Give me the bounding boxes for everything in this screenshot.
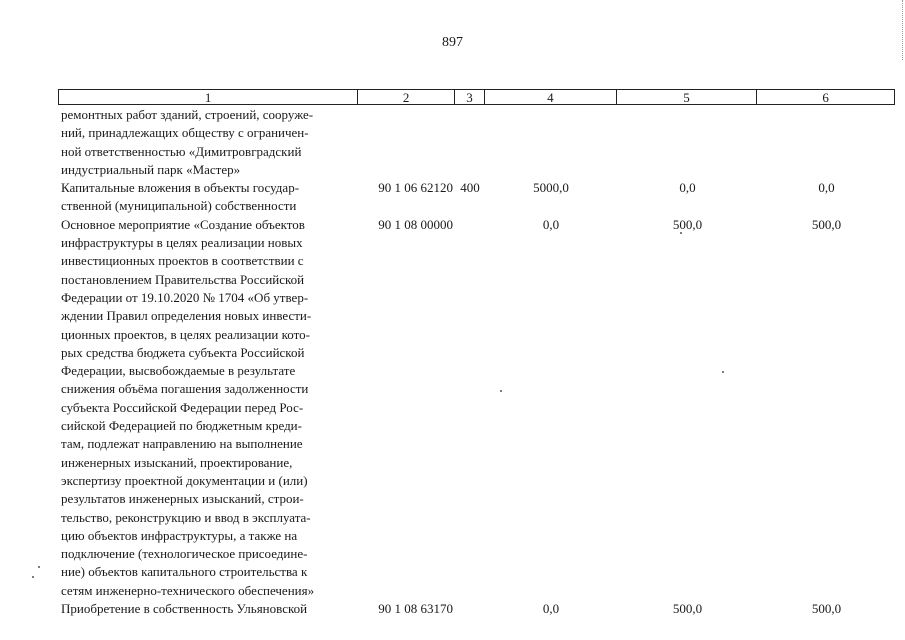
description-line: результатов инженерных изысканий, строи-	[61, 491, 304, 507]
description-line: ционных проектов, в целях реализации кото-	[61, 326, 310, 342]
description-line: ждении Правил определения новых инвести-	[61, 308, 312, 324]
row-code: 90 1 08 00000	[378, 216, 453, 232]
row-value-col6: 500,0	[811, 601, 842, 617]
row-value-col5: 0,0	[679, 180, 696, 196]
description-line: снижения объёма погашения задолженности	[61, 381, 309, 397]
row-code: 90 1 08 63170	[378, 601, 453, 617]
description-line: инфраструктуры в целях реализации новых	[61, 235, 303, 251]
description-line: индустриальный парк «Мастер»	[61, 161, 241, 177]
scan-speck	[722, 371, 724, 373]
table-row	[58, 106, 895, 179]
scan-speck	[38, 566, 40, 568]
row-code: 90 1 06 62120	[378, 180, 453, 196]
row-value-col4: 5000,0	[533, 180, 569, 196]
description-line: субъекта Российской Федерации перед Рос-	[61, 399, 304, 415]
table-row	[58, 600, 895, 618]
description-line: тельство, реконструкцию и ввод в эксплуата-	[61, 509, 311, 525]
description-line: сетям инженерно-технического обеспечения»	[61, 582, 315, 598]
header-cell-5: 5	[617, 90, 758, 104]
description-line: Основное мероприятие «Создание объектов	[61, 216, 305, 232]
description-line: подключение (технологическое присоедине-	[61, 546, 308, 562]
description-line: ремонтных работ зданий, строений, сооруже-	[61, 107, 314, 122]
scan-speck	[32, 576, 34, 578]
scan-speck	[680, 232, 682, 234]
description-line: ной ответственностью «Димитровградский	[61, 143, 302, 159]
row-description	[58, 179, 358, 216]
description-line: ний, принадлежащих обществу с ограничен-	[61, 125, 309, 141]
row-description	[58, 216, 358, 600]
description-line: инвестиционных проектов в соответствии с	[61, 253, 304, 269]
page-number: 897	[442, 35, 463, 50]
description-line: ственной (муниципальной) собственности	[61, 198, 297, 214]
row-description	[58, 600, 358, 618]
row-value-col4: 0,0	[542, 601, 560, 617]
description-line: Федерации от 19.10.2020 № 1704 «Об утвер-	[61, 289, 309, 305]
row-value-col4: 0,0	[542, 216, 560, 232]
description-line: сийской Федерацией по бюджетным креди-	[61, 418, 302, 434]
description-line: Капитальные вложения в объекты государ-	[61, 180, 300, 196]
table-row	[58, 216, 895, 600]
header-cell-2: 2	[358, 90, 455, 104]
row-value-col5: 500,0	[672, 601, 703, 617]
description-line: экспертизу проектной документации и (или)	[61, 472, 308, 488]
description-line: там, подлежат направлению на выполнение	[61, 436, 303, 452]
table-header-row	[58, 89, 895, 105]
description-line: Приобретение в собственность Ульяновской	[61, 601, 308, 617]
row-description	[58, 106, 358, 179]
row-value-col6: 500,0	[811, 216, 842, 232]
description-line: инженерных изысканий, проектирование,	[61, 454, 293, 470]
row-value-col5: 500,0	[672, 216, 703, 232]
header-cell-4: 4	[485, 90, 617, 104]
scan-speck	[500, 390, 502, 392]
description-line: цию объектов инфраструктуры, а также на	[61, 527, 298, 543]
table-row	[58, 179, 895, 216]
table-body	[58, 106, 895, 618]
header-cell-3: 3	[455, 90, 485, 104]
header-cell-6: 6	[822, 90, 829, 105]
header-cell-1: 1	[59, 90, 358, 104]
description-line: ние) объектов капитального строительства к	[61, 564, 308, 580]
description-line: постановлением Правительства Российской	[61, 271, 305, 287]
description-line: Федерации, высвобождаемые в результате	[61, 363, 296, 379]
scan-edge-mark	[899, 0, 903, 60]
row-value-col6: 0,0	[818, 180, 835, 196]
row-expense-type: 400	[460, 180, 480, 196]
description-line: рых средства бюджета субъекта Российской	[61, 344, 305, 360]
